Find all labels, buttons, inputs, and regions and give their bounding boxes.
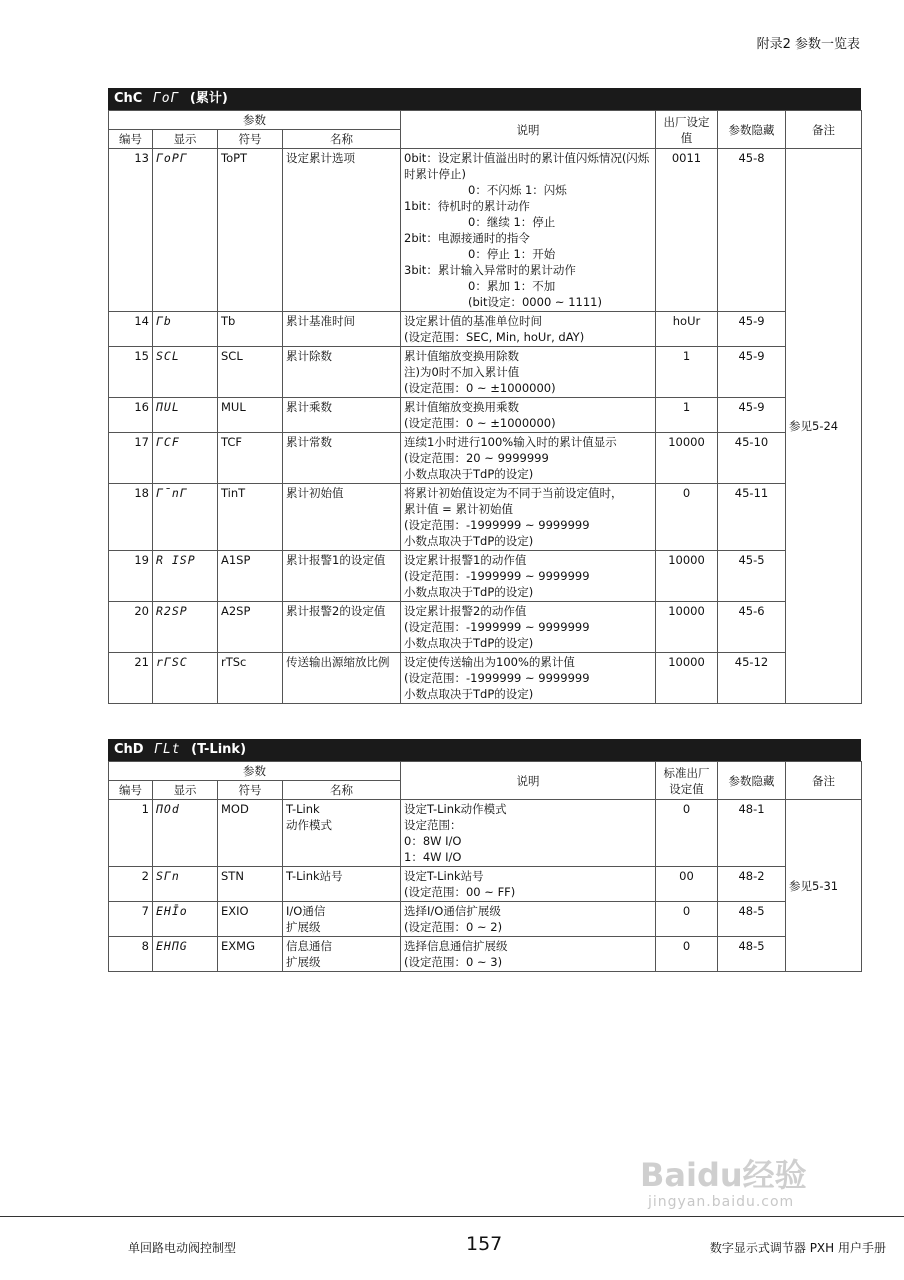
hide-code: 48-2 xyxy=(718,867,786,902)
param-number: 13 xyxy=(109,149,153,312)
default-value: 1 xyxy=(656,398,718,433)
param-name xyxy=(283,800,401,867)
param-description xyxy=(401,800,656,867)
param-display-code: Γb xyxy=(153,312,218,347)
hide-code: 45-9 xyxy=(718,398,786,433)
watermark-url: jingyan.baidu.com xyxy=(648,1194,795,1210)
param-name-line: I/O通信 xyxy=(286,904,326,918)
chd-label: (T-Link) xyxy=(191,742,247,757)
description-line: 选择I/O通信扩展级 xyxy=(404,904,501,918)
description-line: 0：累加 1：不加 xyxy=(468,279,556,293)
param-name: 设定累计选项 xyxy=(283,149,401,312)
param-name-line: 动作模式 xyxy=(286,818,332,832)
description-line: 累计值缩放变换用除数 xyxy=(404,349,519,363)
table-row xyxy=(109,484,862,551)
param-name: 累计初始值 xyxy=(283,484,401,551)
param-description xyxy=(401,312,656,347)
param-description xyxy=(401,433,656,484)
description-line: (设定范围：0 ~ ±1000000) xyxy=(404,381,556,395)
chd-table xyxy=(108,761,862,972)
description-line: (设定范围：-1999999 ~ 9999999 xyxy=(404,569,590,583)
param-name-line: 信息通信 xyxy=(286,939,332,953)
chd-seg-display: ΓLt xyxy=(154,742,181,757)
description-line: 小数点取决于TdP的设定) xyxy=(404,467,534,481)
table-row xyxy=(109,347,862,398)
param-symbol: EXMG xyxy=(218,937,283,972)
param-name-line: T-Link站号 xyxy=(286,869,343,883)
param-name xyxy=(283,937,401,972)
param-name: 累计乘数 xyxy=(283,398,401,433)
param-name: 累计常数 xyxy=(283,433,401,484)
description-line: 注)为0时不加入累计值 xyxy=(404,365,520,379)
description-line: 设定累计报警2的动作值 xyxy=(404,604,527,618)
param-description xyxy=(401,347,656,398)
param-description xyxy=(401,653,656,704)
param-display-code: ΠOd xyxy=(153,800,218,867)
description-line: 设定累计报警1的动作值 xyxy=(404,553,527,567)
table-row xyxy=(109,867,862,902)
param-display-code: R ISP xyxy=(153,551,218,602)
param-symbol: A1SP xyxy=(218,551,283,602)
default-value: 0011 xyxy=(656,149,718,312)
param-description xyxy=(401,902,656,937)
chd-num-header: 编号 xyxy=(109,781,153,800)
param-name: 累计除数 xyxy=(283,347,401,398)
param-display-code: R2SP xyxy=(153,602,218,653)
description-line: 小数点取决于TdP的设定) xyxy=(404,636,534,650)
reference-note: 参见5-24 xyxy=(786,149,862,704)
param-symbol: SCL xyxy=(218,347,283,398)
param-number: 14 xyxy=(109,312,153,347)
chc-desc-header: 说明 xyxy=(401,111,656,149)
param-description xyxy=(401,937,656,972)
description-line: (设定范围：-1999999 ~ 9999999 xyxy=(404,671,590,685)
chd-param-group-header: 参数 xyxy=(109,762,401,781)
table-row xyxy=(109,433,862,484)
description-line: 设定T-Link动作模式 xyxy=(404,802,507,816)
description-line: 3bit：累计输入异常时的累计动作 xyxy=(404,263,576,277)
description-line: 设定T-Link站号 xyxy=(404,869,484,883)
param-number: 8 xyxy=(109,937,153,972)
param-name xyxy=(283,867,401,902)
table-row xyxy=(109,602,862,653)
param-symbol: STN xyxy=(218,867,283,902)
description-line: (设定范围：-1999999 ~ 9999999 xyxy=(404,518,590,532)
param-number: 2 xyxy=(109,867,153,902)
param-number: 18 xyxy=(109,484,153,551)
description-line: 设定范围： xyxy=(404,818,462,832)
description-line: 2bit：电源接通时的指令 xyxy=(404,231,530,245)
table-row xyxy=(109,937,862,972)
hide-code: 45-9 xyxy=(718,312,786,347)
chc-hide-header: 参数隐藏 xyxy=(718,111,786,149)
chd-section xyxy=(108,739,861,972)
description-line: 选择信息通信扩展级 xyxy=(404,939,508,953)
param-symbol: TinT xyxy=(218,484,283,551)
default-value: 10000 xyxy=(656,551,718,602)
chc-code: ChC xyxy=(114,91,143,106)
hide-code: 45-8 xyxy=(718,149,786,312)
hide-code: 45-10 xyxy=(718,433,786,484)
param-symbol: rTSc xyxy=(218,653,283,704)
hide-code: 45-6 xyxy=(718,602,786,653)
footer-left: 单回路电动阀控制型 xyxy=(128,1241,237,1255)
description-line: 小数点取决于TdP的设定) xyxy=(404,687,534,701)
param-display-code: ΠUL xyxy=(153,398,218,433)
hide-code: 45-9 xyxy=(718,347,786,398)
description-line: (设定范围：20 ~ 9999999 xyxy=(404,451,549,465)
default-value: 0 xyxy=(656,937,718,972)
chd-desc-header: 说明 xyxy=(401,762,656,800)
param-display-code: ΓoPΓ xyxy=(153,149,218,312)
description-line: 累计值 = 累计初始值 xyxy=(404,502,513,516)
param-number: 19 xyxy=(109,551,153,602)
description-line: 设定使传送输出为100%的累计值 xyxy=(404,655,575,669)
default-value: 0 xyxy=(656,800,718,867)
default-value: 0 xyxy=(656,484,718,551)
param-display-code: SΓn xyxy=(153,867,218,902)
hide-code: 48-5 xyxy=(718,902,786,937)
chc-seg-display: ΓoΓ xyxy=(152,91,180,106)
chc-symbol-header: 符号 xyxy=(218,130,283,149)
default-value: hoUr xyxy=(656,312,718,347)
table-row xyxy=(109,551,862,602)
chd-note-header: 备注 xyxy=(786,762,862,800)
param-display-code: EHΠG xyxy=(153,937,218,972)
description-line: 1：4W I/O xyxy=(404,850,462,864)
param-name xyxy=(283,902,401,937)
table-row xyxy=(109,312,862,347)
default-value: 10000 xyxy=(656,653,718,704)
footer-divider xyxy=(0,1216,904,1217)
param-number: 21 xyxy=(109,653,153,704)
default-value: 00 xyxy=(656,867,718,902)
page-header-title: 附录2 参数一览表 xyxy=(756,37,860,52)
param-symbol: Tb xyxy=(218,312,283,347)
param-symbol: A2SP xyxy=(218,602,283,653)
hide-code: 45-5 xyxy=(718,551,786,602)
param-name-line: 扩展级 xyxy=(286,955,321,969)
param-number: 17 xyxy=(109,433,153,484)
table-row xyxy=(109,902,862,937)
chd-hide-header: 参数隐藏 xyxy=(718,762,786,800)
description-line: 0bit：设定累计值溢出时的累计值闪烁情况(闪烁时累计停止) xyxy=(404,151,650,181)
chc-name-header: 名称 xyxy=(283,130,401,149)
param-name: 累计报警1的设定值 xyxy=(283,551,401,602)
default-value: 10000 xyxy=(656,433,718,484)
param-name-line: T-Link xyxy=(286,802,320,816)
description-line: (设定范围：00 ~ FF) xyxy=(404,885,516,899)
footer-right: 数字显示式调节器 PXH 用户手册 xyxy=(709,1241,886,1255)
chd-display-header: 显示 xyxy=(153,781,218,800)
chd-name-header: 名称 xyxy=(283,781,401,800)
chd-section-title xyxy=(108,739,861,761)
description-line: (设定范围：0 ~ ±1000000) xyxy=(404,416,556,430)
description-line: (设定范围：0 ~ 3) xyxy=(404,955,503,969)
param-description xyxy=(401,398,656,433)
reference-note: 参见5-31 xyxy=(786,800,862,972)
param-name: 累计基准时间 xyxy=(283,312,401,347)
param-symbol: TCF xyxy=(218,433,283,484)
hide-code: 48-5 xyxy=(718,937,786,972)
description-line: 小数点取决于TdP的设定) xyxy=(404,534,534,548)
chc-section-title xyxy=(108,88,861,110)
param-display-code: ΓCF xyxy=(153,433,218,484)
param-name-line: 扩展级 xyxy=(286,920,321,934)
description-line: 0：8W I/O xyxy=(404,834,462,848)
param-display-code: EHĪo xyxy=(153,902,218,937)
param-display-code: rΓSC xyxy=(153,653,218,704)
description-line: 设定累计值的基准单位时间 xyxy=(404,314,542,328)
hide-code: 45-11 xyxy=(718,484,786,551)
table-row xyxy=(109,149,862,312)
page-number: 157 xyxy=(466,1233,503,1255)
param-symbol: MUL xyxy=(218,398,283,433)
param-description xyxy=(401,602,656,653)
description-line: 连续1小时进行100%输入时的累计值显示 xyxy=(404,435,617,449)
description-line: (设定范围：SEC, Min, hoUr, dAY) xyxy=(404,330,585,344)
param-display-code: Γ¯nΓ xyxy=(153,484,218,551)
description-line: 0：停止 1：开始 xyxy=(468,247,556,261)
description-line: 0：继续 1：停止 xyxy=(468,215,556,229)
description-line: (设定范围：-1999999 ~ 9999999 xyxy=(404,620,590,634)
description-line: (bit设定：0000 ~ 1111) xyxy=(468,295,602,309)
default-value: 1 xyxy=(656,347,718,398)
chc-section xyxy=(108,88,861,704)
param-symbol: MOD xyxy=(218,800,283,867)
param-description xyxy=(401,484,656,551)
hide-code: 48-1 xyxy=(718,800,786,867)
description-line: 1bit：待机时的累计动作 xyxy=(404,199,530,213)
description-line: (设定范围：0 ~ 2) xyxy=(404,920,503,934)
param-display-code: SCL xyxy=(153,347,218,398)
param-number: 7 xyxy=(109,902,153,937)
chc-param-group-header: 参数 xyxy=(109,111,401,130)
chc-label: (累计) xyxy=(189,91,228,106)
param-name: 累计报警2的设定值 xyxy=(283,602,401,653)
table-row xyxy=(109,653,862,704)
param-description xyxy=(401,149,656,312)
chd-default-header: 标准出厂设定值 xyxy=(656,762,718,800)
description-line: 累计值缩放变换用乘数 xyxy=(404,400,519,414)
chc-num-header: 编号 xyxy=(109,130,153,149)
chc-table xyxy=(108,110,862,704)
param-description xyxy=(401,867,656,902)
chd-symbol-header: 符号 xyxy=(218,781,283,800)
chc-display-header: 显示 xyxy=(153,130,218,149)
param-symbol: ToPT xyxy=(218,149,283,312)
param-symbol: EXIO xyxy=(218,902,283,937)
chc-note-header: 备注 xyxy=(786,111,862,149)
param-number: 1 xyxy=(109,800,153,867)
table-row xyxy=(109,398,862,433)
table-row xyxy=(109,800,862,867)
param-name: 传送输出源缩放比例 xyxy=(283,653,401,704)
param-number: 16 xyxy=(109,398,153,433)
default-value: 10000 xyxy=(656,602,718,653)
default-value: 0 xyxy=(656,902,718,937)
param-number: 15 xyxy=(109,347,153,398)
chd-code: ChD xyxy=(114,742,144,757)
description-line: 小数点取决于TdP的设定) xyxy=(404,585,534,599)
chc-default-header: 出厂设定值 xyxy=(656,111,718,149)
param-description xyxy=(401,551,656,602)
description-line: 将累计初始值设定为不同于当前设定值时， xyxy=(404,486,623,500)
param-number: 20 xyxy=(109,602,153,653)
description-line: 0：不闪烁 1：闪烁 xyxy=(468,183,567,197)
watermark-logo: Baidu经验 xyxy=(640,1156,807,1194)
hide-code: 45-12 xyxy=(718,653,786,704)
